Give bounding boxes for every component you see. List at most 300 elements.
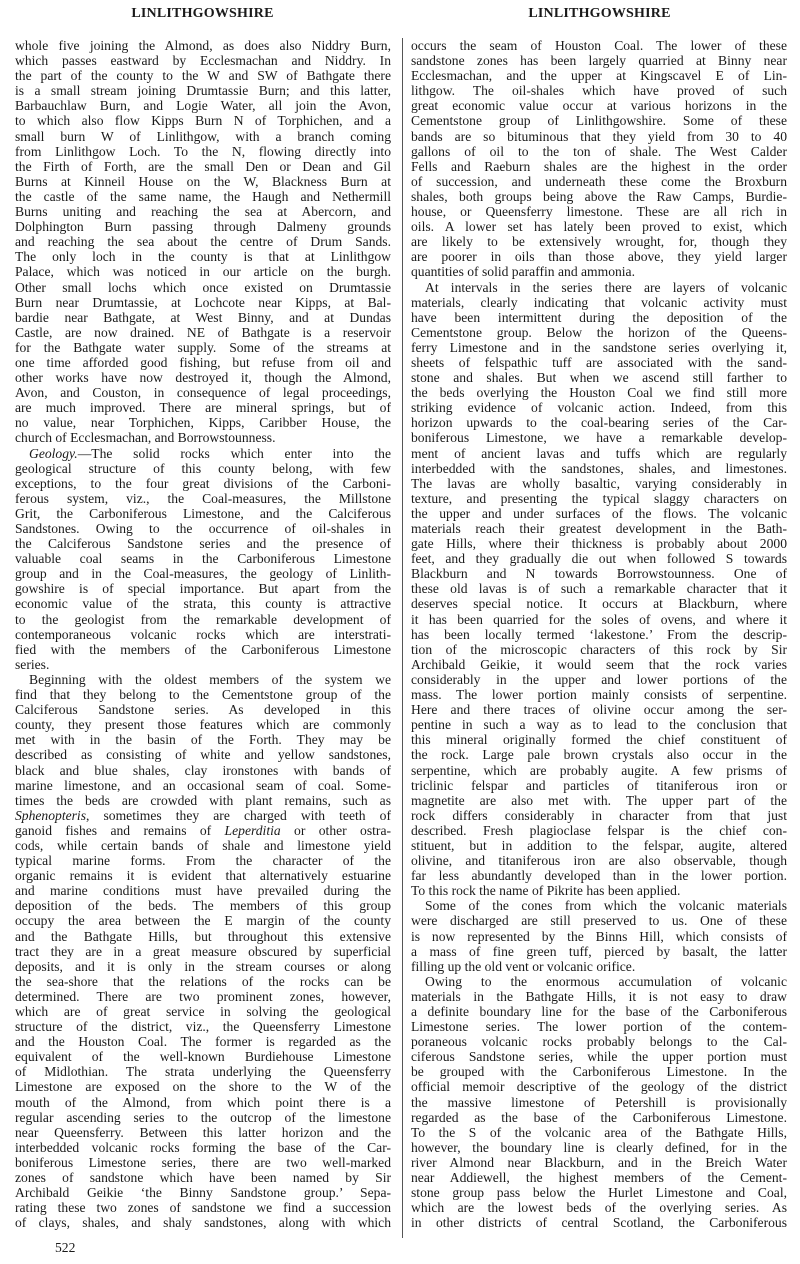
text-line: [15, 1170, 391, 1185]
text-line: [15, 129, 391, 144]
line-text: group and in the Coal-measures, the geology of Linlith-: [15, 566, 391, 582]
text-line: [411, 1170, 787, 1185]
text-line: [411, 913, 787, 928]
text-line: [15, 264, 391, 279]
line-text: Burns at Kinneil House on the W, Blackness Burn at: [15, 173, 391, 189]
text-line: [15, 234, 391, 249]
text-line: [15, 38, 391, 53]
line-text: Cementstone group of Linlithgowshire. Some of these: [411, 113, 787, 129]
line-text: black and blue shales, clay ironstones with bands of: [15, 762, 391, 778]
text-line: [411, 627, 787, 642]
text-line: [15, 732, 391, 747]
text-line: [15, 53, 391, 68]
line-text: described. Fresh plagioclase felspar is the chief con-: [411, 822, 787, 838]
line-text: Blackburn and N towards Borrowstounness. One of: [411, 566, 787, 582]
line-text: poraneous volcanic rocks probably belongs to the Cal-: [411, 1034, 787, 1050]
text-line: [15, 913, 391, 928]
text-line: [15, 1019, 391, 1034]
line-text: regarded as the base of the Carboniferous Limestone.: [411, 1109, 787, 1125]
text-line: [15, 476, 391, 491]
text-line: [411, 551, 787, 566]
text-line: [411, 989, 787, 1004]
line-text: typical marine forms. From the character of the: [15, 853, 391, 869]
text-line: [411, 596, 787, 611]
text-line: [15, 385, 391, 400]
text-line: [15, 415, 391, 430]
line-text: ciferous Sandstone series, while the upper portion must: [411, 1049, 787, 1065]
line-text: are poorer in oils than those above, they yield larger: [411, 249, 787, 265]
text-line: [411, 1140, 787, 1155]
line-text: Cementstone group. Below the horizon of the Queens-: [411, 324, 787, 340]
line-text: Dolphington Burn passing through Dalmeny grounds: [15, 219, 391, 235]
line-text: horizon upwards to the coal-bearing series of the Car-: [411, 415, 787, 431]
text-line: [411, 234, 787, 249]
text-line: [411, 491, 787, 506]
line-text: or other ostra-: [280, 822, 391, 838]
text-line: [15, 219, 391, 234]
line-text: sheets of felspathic tuff are associated with the sand-: [411, 354, 787, 370]
text-line: [15, 672, 391, 687]
text-line: [411, 898, 787, 913]
line-text: and the Houston Coal. The former is regarded as the: [15, 1034, 391, 1050]
running-header-left: LINLITHGOWSHIRE: [131, 6, 274, 21]
line-text: organic remains it is evident that alternatively estuarine: [15, 868, 391, 884]
line-text: the upper and under surfaces of the flows. The volcanic: [411, 505, 787, 521]
text-line: [15, 189, 391, 204]
line-text: ferry Limestone and in the sandstone series overlying it,: [411, 339, 787, 355]
text-line: [411, 536, 787, 551]
text-line: [15, 642, 391, 657]
line-text: materials reach their greatest development in the Bath-: [411, 521, 787, 536]
line-text: considerably in the upper and lower portions of the: [411, 671, 787, 687]
text-line: [15, 340, 391, 355]
line-text: is a small stream joining Drumtassie Burn; and this latter,: [15, 83, 391, 99]
line-text: and reaching the sea about the centre of Drum Sands.: [15, 234, 391, 250]
line-text: Owing to the enormous accumulation of volcanic: [425, 973, 787, 989]
line-text: filling up the old vent or volcanic orifice.: [411, 958, 636, 974]
text-line: [15, 702, 391, 717]
text-line: [411, 461, 787, 476]
text-line: [15, 430, 391, 445]
line-text: far less abundantly developed than in the lower portion.: [411, 868, 787, 884]
text-column-right: [411, 38, 787, 1230]
text-line: [15, 68, 391, 83]
text-line: [411, 778, 787, 793]
line-text: has been locally termed ‘lakestone.’ From the descrip-: [411, 626, 787, 642]
text-line: [411, 1155, 787, 1170]
line-text: times the beds are crowded with plant remains, such as: [15, 792, 391, 808]
line-text: these old lavas is of such a remarkable character that it: [411, 581, 787, 597]
line-text: structure of the district, viz., the Queensferry Limestone: [15, 1019, 391, 1035]
text-line: [15, 204, 391, 219]
line-text: ganoid fishes and remains of: [15, 822, 225, 838]
text-line: [411, 883, 787, 898]
text-line: [411, 521, 787, 536]
line-text: rating these two zones of sandstone we find a succession: [15, 1200, 391, 1216]
text-line: [15, 1049, 391, 1064]
line-text: equivalent of the well-known Burdiehouse Limestone: [15, 1049, 391, 1065]
text-line: [411, 1185, 787, 1200]
text-line: [15, 747, 391, 762]
line-text: for the Bathgate water supply. Some of the streams at: [15, 339, 391, 355]
text-line: [411, 340, 787, 355]
line-text: no value, near Torphichen, Kipps, Caribber House, the: [15, 415, 391, 431]
line-text: described as consisting of white and yellow sandstones,: [15, 747, 391, 763]
text-line: [15, 1125, 391, 1140]
line-text: this mineral originally formed the chief constituent of: [411, 732, 787, 748]
line-text: are likely to be extensively wrought, for, though they: [411, 234, 787, 250]
line-text: river Almond near Blackburn, and in the Breich Water: [411, 1154, 787, 1170]
line-text: and the Bathgate Hills, but throughout this extensive: [15, 928, 391, 944]
line-text: the sea-shore that the relations of the rocks can be: [15, 973, 391, 989]
line-text: Archibald Geikie, it would seem that the rock varies: [411, 656, 787, 672]
line-text: Limestone series. The lower portion of the contem-: [411, 1019, 787, 1035]
line-text: The lavas are wholly basaltic, varying considerably in: [411, 475, 787, 491]
text-line: [15, 370, 391, 385]
line-text: triclinic felspar and particles of titaniferous iron or: [411, 777, 787, 793]
line-text: tract they are in a great measure obscured by superficial: [15, 943, 391, 959]
line-text: near Addiewell, the highest members of the Cement-: [411, 1170, 787, 1186]
line-text: in other districts of central Scotland, the Carboniferous: [411, 1215, 787, 1231]
text-line: [15, 159, 391, 174]
text-line: [411, 793, 787, 808]
line-text: bardie near Bathgate, at West Binny, and at Dundas: [15, 309, 391, 325]
line-text: interbedded volcanic rocks forming the base of the Car-: [15, 1139, 391, 1155]
text-line: [411, 838, 787, 853]
text-line: [411, 1019, 787, 1034]
text-line: [15, 325, 391, 340]
line-text: feet, and they gradually die out when followed S towards: [411, 551, 787, 567]
text-line: [411, 1079, 787, 1094]
line-text: lithgow. The oil-shales which have proved of such: [411, 83, 787, 99]
text-line: [411, 415, 787, 430]
text-line: [411, 929, 787, 944]
text-line: [411, 83, 787, 98]
text-line: [411, 672, 787, 687]
line-text: the beds overlying the Houston Coal we find still more: [411, 385, 787, 401]
text-line: [411, 566, 787, 581]
line-text: one time afforded good fishing, but refuse from oil and: [15, 354, 391, 370]
line-text: have been intermittent during the deposition of the: [411, 309, 787, 325]
text-line: [411, 189, 787, 204]
text-line: [411, 1049, 787, 1064]
italic-term: Sphenopteris: [15, 807, 86, 823]
line-text: church of Ecclesmachan, and Borrowstounness.: [15, 430, 276, 446]
line-text: stituent, but in addition to the felspar, augite, altered: [411, 837, 787, 853]
text-line: [411, 808, 787, 823]
text-line: [15, 566, 391, 581]
text-line: [411, 747, 787, 762]
text-line: [411, 974, 787, 989]
text-line: [15, 1185, 391, 1200]
line-text: which are the lowest beds of the overlying series. As: [411, 1200, 787, 1216]
text-line: [15, 446, 391, 461]
text-line: [411, 370, 787, 385]
text-line: [15, 280, 391, 295]
text-line: [15, 1034, 391, 1049]
line-text: the part of the county to the W and SW of Bathgate there: [15, 68, 391, 84]
text-line: [411, 113, 787, 128]
line-text: of Midlothian. The strata underlying the Queensferry: [15, 1064, 391, 1080]
line-text: materials, clearly indicating that volcanic activity must: [411, 294, 787, 310]
line-text: stone group pass below the Hurlet Limestone and Coal,: [411, 1185, 787, 1201]
text-line: [15, 491, 391, 506]
text-line: [411, 446, 787, 461]
text-line: [15, 929, 391, 944]
line-text: To the S of the volcanic area of the Bathgate Hills,: [411, 1124, 787, 1140]
line-text: deposits, and it is only in the stream courses or along: [15, 958, 391, 974]
line-text: bands are so bituminous that they yield from 30 to 40: [411, 128, 787, 144]
line-text: find that they belong to the Cementstone group of the: [15, 687, 391, 703]
text-line: [15, 853, 391, 868]
text-line: [15, 627, 391, 642]
line-text: a definite boundary line for the base of the Carboniferous: [411, 1004, 787, 1019]
text-line: [15, 868, 391, 883]
text-line: [15, 687, 391, 702]
line-text: the castle of the same name, the Haugh and Nethermill: [15, 188, 391, 204]
text-line: [411, 506, 787, 521]
line-text: which are of great service in solving the geological: [15, 1004, 391, 1019]
line-text: series.: [15, 656, 50, 672]
text-line: [15, 823, 391, 838]
text-line: [15, 1079, 391, 1094]
text-line: [15, 521, 391, 536]
line-text: the Calciferous Sandstone series and the presence of: [15, 536, 391, 552]
line-text: mouth of the Almond, from which point there is a: [15, 1094, 391, 1110]
line-text: boniferous Limestone, we have a remarkable develop-: [411, 430, 787, 446]
text-line: [15, 1064, 391, 1079]
line-text: Here and there traces of olivine occur among the ser-: [411, 702, 787, 718]
text-line: [411, 144, 787, 159]
line-text: occurs the seam of Houston Coal. The lower of these: [411, 38, 787, 53]
text-line: [15, 506, 391, 521]
line-text: is now represented by the Binns Hill, which consists of: [411, 928, 787, 944]
text-line: [15, 1200, 391, 1215]
line-text: Burn near Drumtassie, at Lochcote near Kipps, at Bal-: [15, 294, 391, 310]
line-text: fied with the members of the Carboniferous Limestone: [15, 641, 391, 657]
text-line: [411, 219, 787, 234]
text-line: [15, 1110, 391, 1125]
line-text: small burn W of Linlithgow, with a branch coming: [15, 128, 391, 144]
text-line: [411, 763, 787, 778]
line-text: Calciferous Sandstone series. As developed in this: [15, 702, 391, 718]
line-text: marine limestone, and an occasional seam of coal. Some-: [15, 777, 391, 793]
text-line: [411, 310, 787, 325]
text-line: [15, 551, 391, 566]
text-line: [15, 144, 391, 159]
text-line: [15, 959, 391, 974]
text-line: [411, 1064, 787, 1079]
line-text: gallons of oil to the ton of shale. The West Calder: [411, 143, 787, 159]
line-text: gate Hills, where their thickness is probably about 2000: [411, 536, 787, 552]
text-line: [15, 310, 391, 325]
text-line: [15, 461, 391, 476]
text-line: [411, 823, 787, 838]
line-text: whole five joining the Almond, as does also Niddry Burn,: [15, 38, 391, 53]
line-text: which passes eastward by Ecclesmachan and Niddry. In: [15, 53, 391, 69]
line-text: magnetite are also met with. The upper part of the: [411, 792, 787, 808]
line-text: mass. The lower portion mainly consists of serpentine.: [411, 687, 787, 703]
line-text: gowshire is of special importance. But apart from the: [15, 581, 391, 597]
text-line: [411, 476, 787, 491]
line-text: Beginning with the oldest members of the system we: [29, 671, 391, 687]
text-line: [411, 385, 787, 400]
line-text: the Firth of Forth, are the small Den or Dean and Gil: [15, 158, 391, 174]
line-text: quantities of solid paraffin and ammonia.: [411, 264, 635, 280]
text-line: [15, 536, 391, 551]
line-text: Burns uniting and reaching the sea at Abercorn, and: [15, 204, 391, 220]
text-line: [411, 687, 787, 702]
line-text: , sometimes they are charged with teeth of: [85, 807, 391, 823]
line-text: shales, both groups being above the Raw Camps, Burdie-: [411, 188, 787, 204]
line-text: met with in the basin of the Forth. They may be: [15, 732, 391, 748]
text-line: [411, 1110, 787, 1125]
line-text: to which also flow Kipps Burn N of Torphichen, and a: [15, 113, 391, 129]
text-line: [411, 264, 787, 279]
line-text: it has been quarried for the soles of ovens, and where it: [411, 611, 787, 627]
line-text: Avon, and Couston, in consequence of legal proceedings,: [15, 385, 391, 401]
line-text: At intervals in the series there are layers of volcanic: [425, 279, 787, 295]
line-text: geological structure of this county belong, with few: [15, 460, 391, 476]
text-line: [411, 1215, 787, 1230]
text-line: [411, 53, 787, 68]
line-text: ferous system, viz., the Coal-measures, the Millstone: [15, 490, 391, 506]
line-text: the rock. Large pale brown crystals also occur in the: [411, 747, 787, 763]
line-text: be grouped with the Carboniferous Limestone. In the: [411, 1064, 787, 1080]
line-text: and marine conditions must have prevailed during the: [15, 883, 391, 899]
line-text: to the geologist from the remarkable development of: [15, 611, 391, 627]
line-text: Limestone are exposed on the shore to the W of the: [15, 1079, 391, 1095]
line-text: rock differs considerably in character from that just: [411, 807, 787, 823]
line-text: regular ascending series to the outcrop of the limestone: [15, 1109, 391, 1125]
text-line: [411, 68, 787, 83]
line-text: contemporaneous volcanic rocks which are interstrati-: [15, 626, 391, 642]
line-text: were discharged are still preserved to us. One of these: [411, 913, 787, 929]
text-line: [15, 793, 391, 808]
text-line: [15, 249, 391, 264]
text-line: [411, 1125, 787, 1140]
line-text: deserves special notice. It occurs at Blackburn, where: [411, 596, 787, 612]
line-text: Castle, are now drained. NE of Bathgate is a reservoir: [15, 324, 391, 340]
line-text: Sandstones. Owing to the occurrence of oil-shales in: [15, 521, 391, 536]
text-line: [15, 355, 391, 370]
text-line: [15, 717, 391, 732]
line-text: official memoir descriptive of the geology of the district: [411, 1079, 787, 1095]
line-text: determined. There are two prominent zones, however,: [15, 988, 391, 1004]
line-text: exceptions, to the four great divisions of the Carboni-: [15, 475, 391, 491]
line-text: oils. A lower set has lately been proved to exist, which: [411, 219, 787, 235]
line-text: cods, while certain bands of shale and limestone yield: [15, 837, 391, 853]
line-text: valuable coal seams in the Carboniferous Limestone: [15, 551, 391, 567]
line-text: are much improved. There are mineral springs, but of: [15, 400, 391, 416]
text-line: [411, 702, 787, 717]
text-line: [411, 732, 787, 747]
text-line: [411, 38, 787, 53]
line-text: materials in the Bathgate Hills, it is not easy to draw: [411, 988, 787, 1004]
line-text: economic value of the strata, this county is attractive: [15, 596, 391, 612]
text-line: [411, 129, 787, 144]
text-line: [411, 657, 787, 672]
line-text: ment of ancient lavas and tuffs which are regularly: [411, 445, 787, 461]
line-text: striking evidence of volcanic action. Indeed, from this: [411, 400, 787, 416]
text-column-left: [15, 38, 391, 1230]
text-line: [15, 838, 391, 853]
line-text: however, the boundary line is clearly defined, for in the: [411, 1139, 787, 1155]
text-line: [411, 249, 787, 264]
text-line: [15, 596, 391, 611]
line-text: near Queensferry. Between this latter horizon and the: [15, 1124, 391, 1140]
text-line: [15, 295, 391, 310]
line-text: county, they present those features which are commonly: [15, 717, 391, 733]
line-text: Barbauchlaw Burn, and Logie Water, all join the Avon,: [15, 98, 391, 114]
text-line: [15, 1095, 391, 1110]
text-line: [411, 1095, 787, 1110]
text-line: [15, 944, 391, 959]
line-text: texture, and presenting the typical slaggy characters on: [411, 490, 787, 506]
text-line: [411, 355, 787, 370]
line-text: a mass of fine green tuff, pierced by basalt, the latter: [411, 943, 787, 959]
line-text: boniferous Limestone series, there are two well-marked: [15, 1154, 391, 1170]
text-line: [15, 974, 391, 989]
text-line: [411, 853, 787, 868]
text-line: [411, 159, 787, 174]
text-line: [411, 280, 787, 295]
page-number: 522: [55, 1240, 76, 1255]
text-line: [411, 430, 787, 445]
text-line: [15, 1155, 391, 1170]
line-text: occupy the area between the E margin of the county: [15, 913, 391, 929]
line-text: Archibald Geikie ‘the Binny Sandstone group.’ Sepa-: [15, 1185, 391, 1201]
line-text: house, or Queensferry limestone. These are all rich in: [411, 204, 787, 220]
text-line: [411, 325, 787, 340]
text-line: [411, 959, 787, 974]
text-line: [411, 612, 787, 627]
line-text: Ecclesmachan, and the upper at Kingscavel E of Lin-: [411, 68, 787, 84]
text-line: [15, 778, 391, 793]
text-line: [411, 717, 787, 732]
text-line: [15, 174, 391, 189]
line-text: Other small lochs which once existed on Drumtassie: [15, 279, 391, 295]
running-header-right: LINLITHGOWSHIRE: [528, 6, 671, 21]
text-line: [411, 944, 787, 959]
line-text: of clays, shales, and shaly sandstones, along with which: [15, 1215, 391, 1231]
line-text: Some of the cones from which the volcanic materials: [425, 898, 787, 914]
line-text: from Linlithgow Loch. To the N, flowing directly into: [15, 143, 391, 159]
line-text: The only loch in the county is that at Linlithgow: [15, 249, 391, 265]
text-line: [411, 1200, 787, 1215]
text-line: [411, 98, 787, 113]
text-line: [411, 868, 787, 883]
line-text: To this rock the name of Pikrite has been applied.: [411, 883, 681, 899]
line-text: Grit, the Carboniferous Limestone, and the Calciferous: [15, 505, 391, 521]
text-line: [411, 1034, 787, 1049]
column-divider: [402, 38, 403, 1238]
line-text: zones of sandstone which have been named by Sir: [15, 1170, 391, 1186]
text-line: [15, 98, 391, 113]
text-line: [15, 898, 391, 913]
line-text: stone and shales. But when we ascend still farther to: [411, 370, 787, 386]
text-line: [15, 883, 391, 898]
line-text: tion of the microscopic characters of this rock by Sir: [411, 641, 787, 657]
text-line: [15, 657, 391, 672]
line-text: other works have now destroyed it, though the Almond,: [15, 370, 391, 386]
text-line: [15, 400, 391, 415]
text-line: [411, 581, 787, 596]
line-text: —The solid rocks which enter into the: [77, 445, 391, 461]
line-text: olivine, and titaniferous iron are also observable, though: [411, 853, 787, 869]
text-line: [15, 808, 391, 823]
line-text: great economic value occur at various horizons in the: [411, 98, 787, 114]
